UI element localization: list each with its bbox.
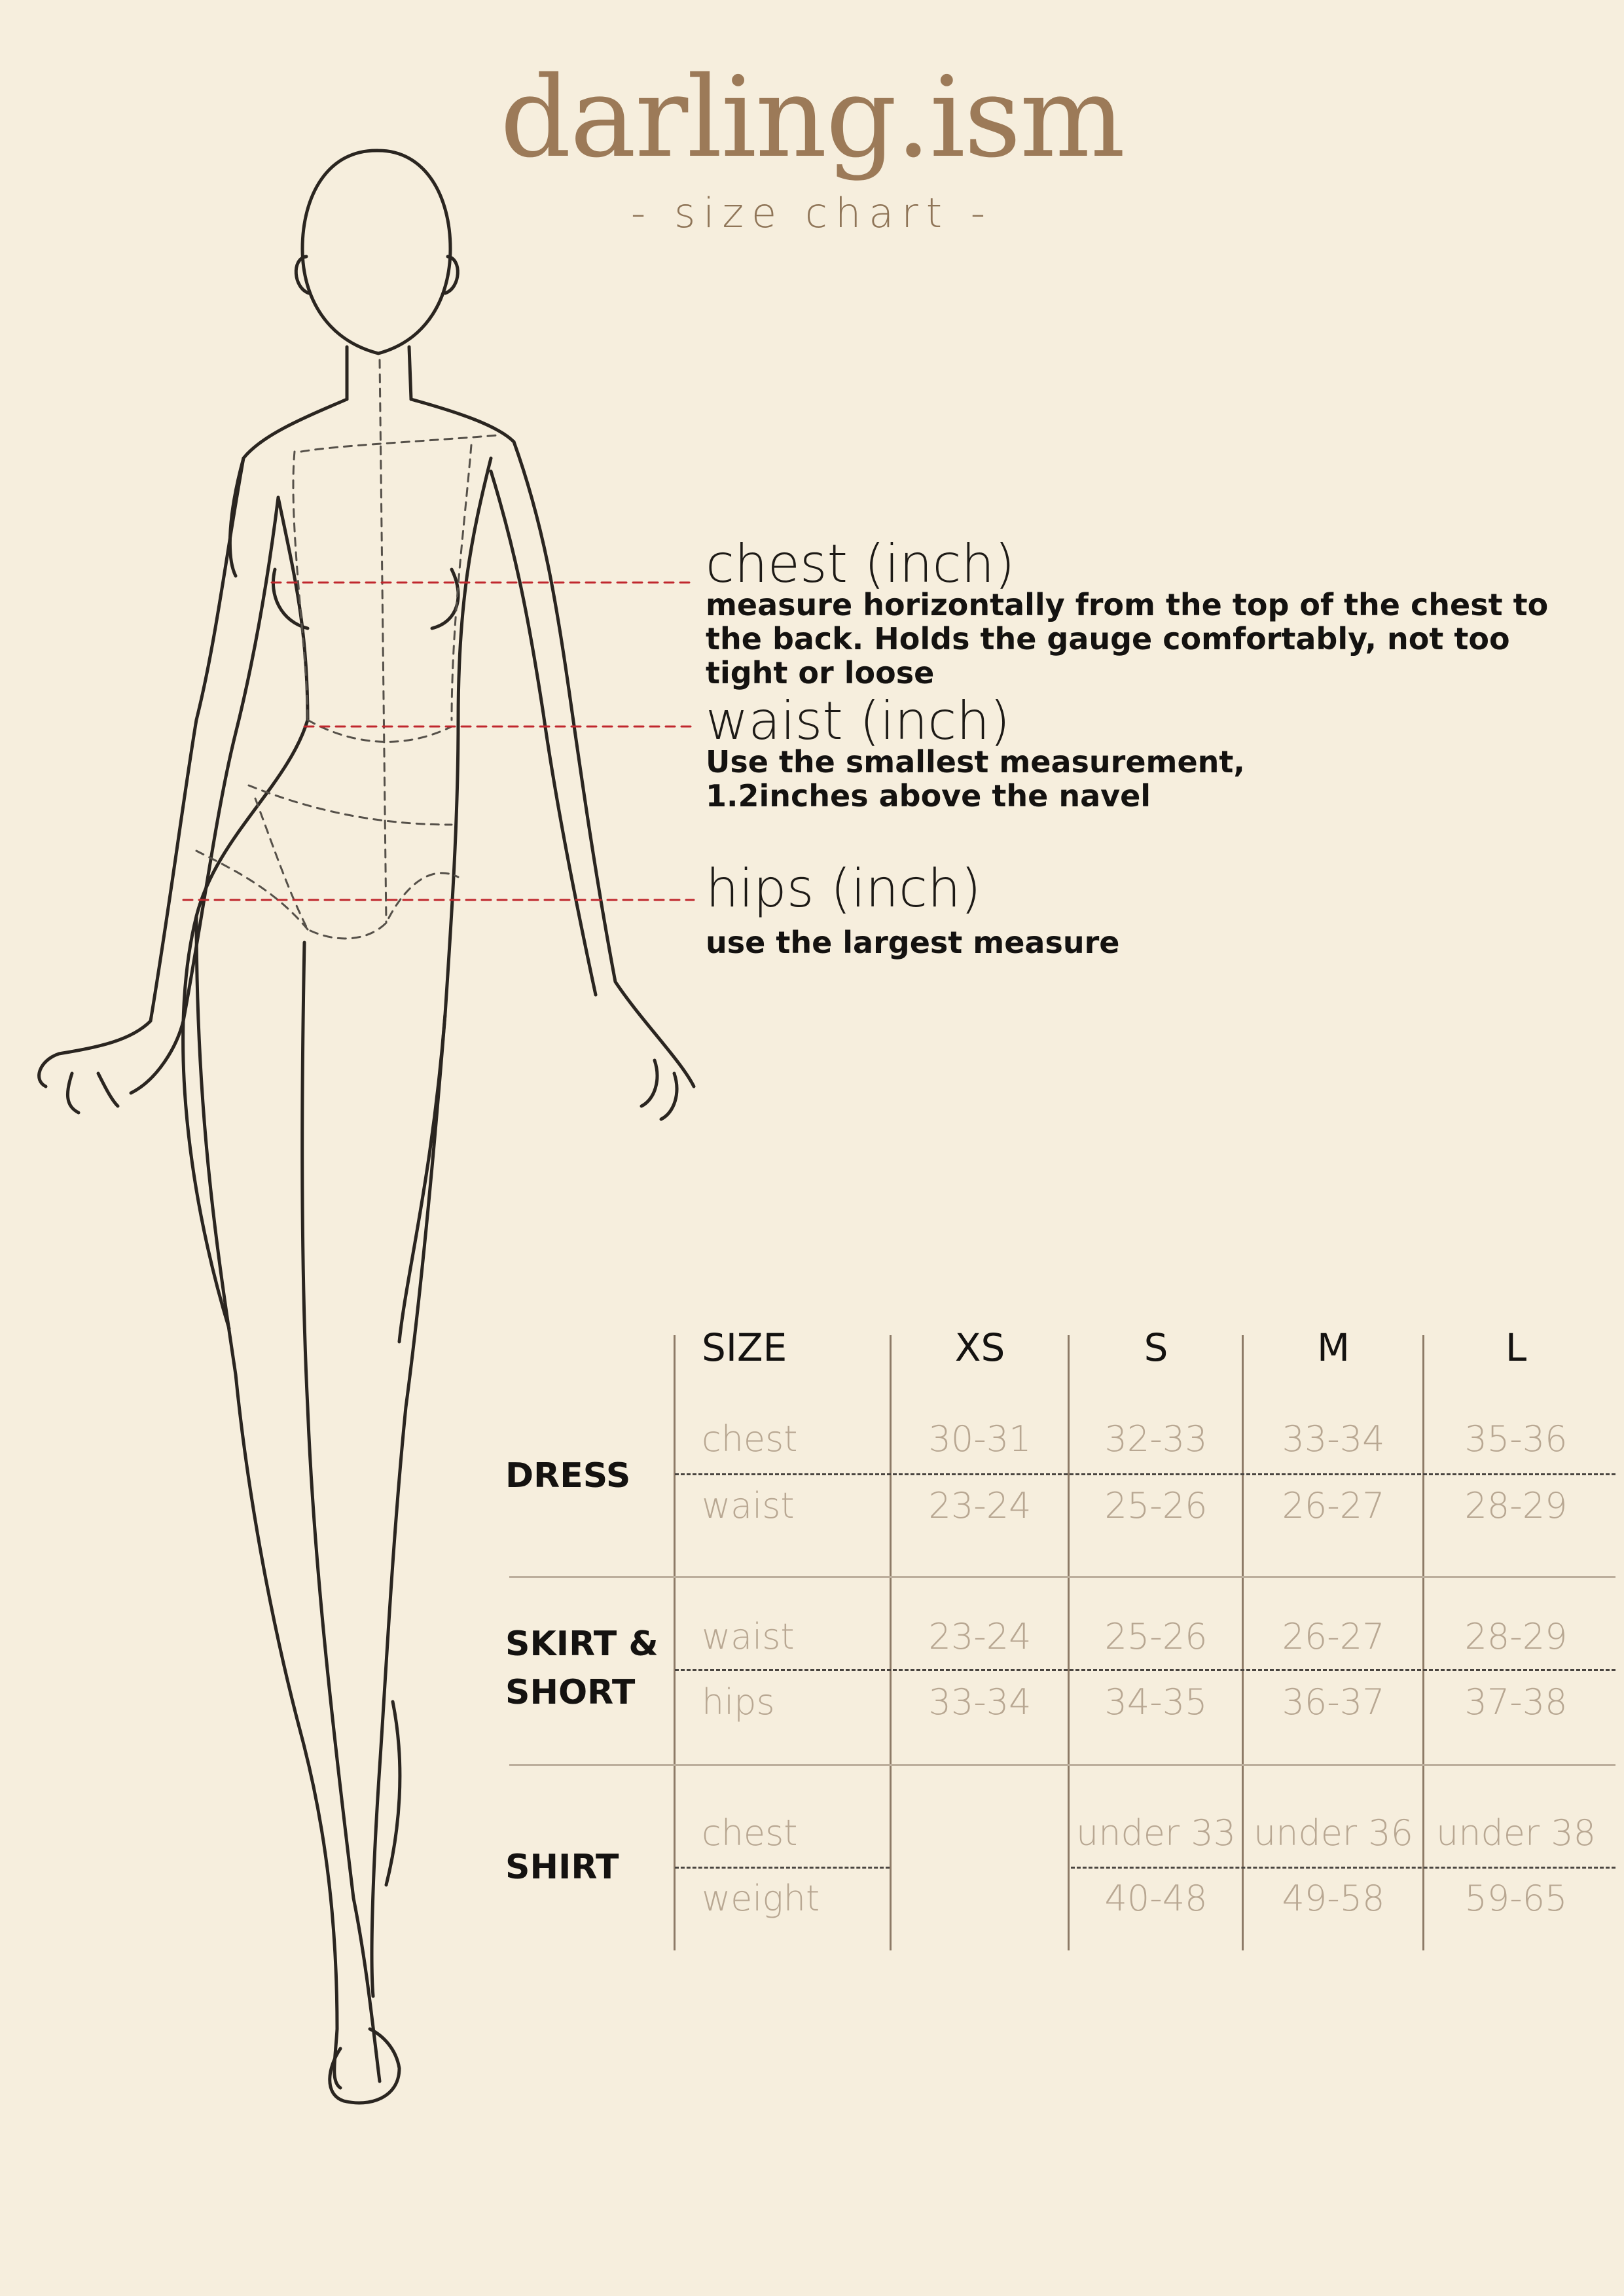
size-cell: under 33 [1075, 1812, 1236, 1854]
size-cell: under 38 [1435, 1812, 1597, 1854]
hips-measure-description: use the largest measure [706, 925, 1120, 960]
size-cell: 30-31 [928, 1418, 1032, 1460]
size-cell: 40-48 [1104, 1878, 1208, 1919]
size-cell: 23-24 [928, 1616, 1032, 1657]
table-group-separator [509, 1764, 1615, 1766]
size-cell: 28-29 [1464, 1485, 1568, 1526]
size-cell: under 36 [1253, 1812, 1414, 1854]
group-label-shirt: SHIRT [505, 1848, 619, 1887]
group-label-dress: DRESS [505, 1456, 631, 1496]
size-cell: 37-38 [1464, 1681, 1568, 1723]
table-header-s: S [1144, 1325, 1168, 1370]
brand-logo: darling.ism [499, 53, 1125, 183]
size-cell: 35-36 [1464, 1418, 1568, 1460]
table-row-separator [675, 1867, 890, 1869]
chest-measure-description: measure horizontally from the top of the chest to the back. Holds the gauge comfortably, not too tight or loose [706, 587, 1549, 691]
size-cell: 25-26 [1104, 1616, 1208, 1657]
size-cell: 23-24 [928, 1485, 1032, 1526]
size-cell: 36-37 [1282, 1681, 1385, 1723]
row-label: waist [702, 1616, 795, 1657]
row-label: chest [702, 1418, 798, 1460]
size-cell: 26-27 [1282, 1616, 1385, 1657]
size-cell: 25-26 [1104, 1485, 1208, 1526]
table-header-size: SIZE [702, 1325, 787, 1370]
page-subtitle: - size chart - [630, 189, 994, 237]
row-label: chest [702, 1812, 798, 1854]
fashion-figure-sketch-icon [0, 0, 740, 2296]
size-cell: 49-58 [1282, 1878, 1385, 1919]
size-cell: 28-29 [1464, 1616, 1568, 1657]
group-label-skirt-short: SKIRT & SHORT [505, 1624, 659, 1712]
hips-measure-label: hips (inch) [706, 858, 981, 919]
table-header-m: M [1316, 1325, 1350, 1370]
row-label: waist [702, 1485, 795, 1526]
size-cell: 32-33 [1104, 1418, 1208, 1460]
table-row-separator [675, 1473, 1615, 1475]
table-divider [674, 1335, 676, 1950]
chest-measure-label: chest (inch) [706, 533, 1015, 594]
size-cell: 59-65 [1464, 1878, 1568, 1919]
size-cell: 34-35 [1104, 1681, 1208, 1723]
size-cell: 33-34 [928, 1681, 1032, 1723]
waist-measure-description: Use the smallest measurement, 1.2inches above the navel [706, 744, 1245, 814]
table-group-separator [509, 1576, 1615, 1578]
size-cell: 26-27 [1282, 1485, 1385, 1526]
waist-measure-label: waist (inch) [706, 691, 1011, 751]
table-header-l: L [1505, 1325, 1527, 1370]
table-row-separator [675, 1669, 1615, 1671]
table-row-separator [1071, 1867, 1615, 1869]
row-label: weight [702, 1878, 820, 1919]
row-label: hips [702, 1681, 775, 1723]
size-cell: 33-34 [1282, 1418, 1385, 1460]
table-header-xs: XS [954, 1325, 1005, 1370]
